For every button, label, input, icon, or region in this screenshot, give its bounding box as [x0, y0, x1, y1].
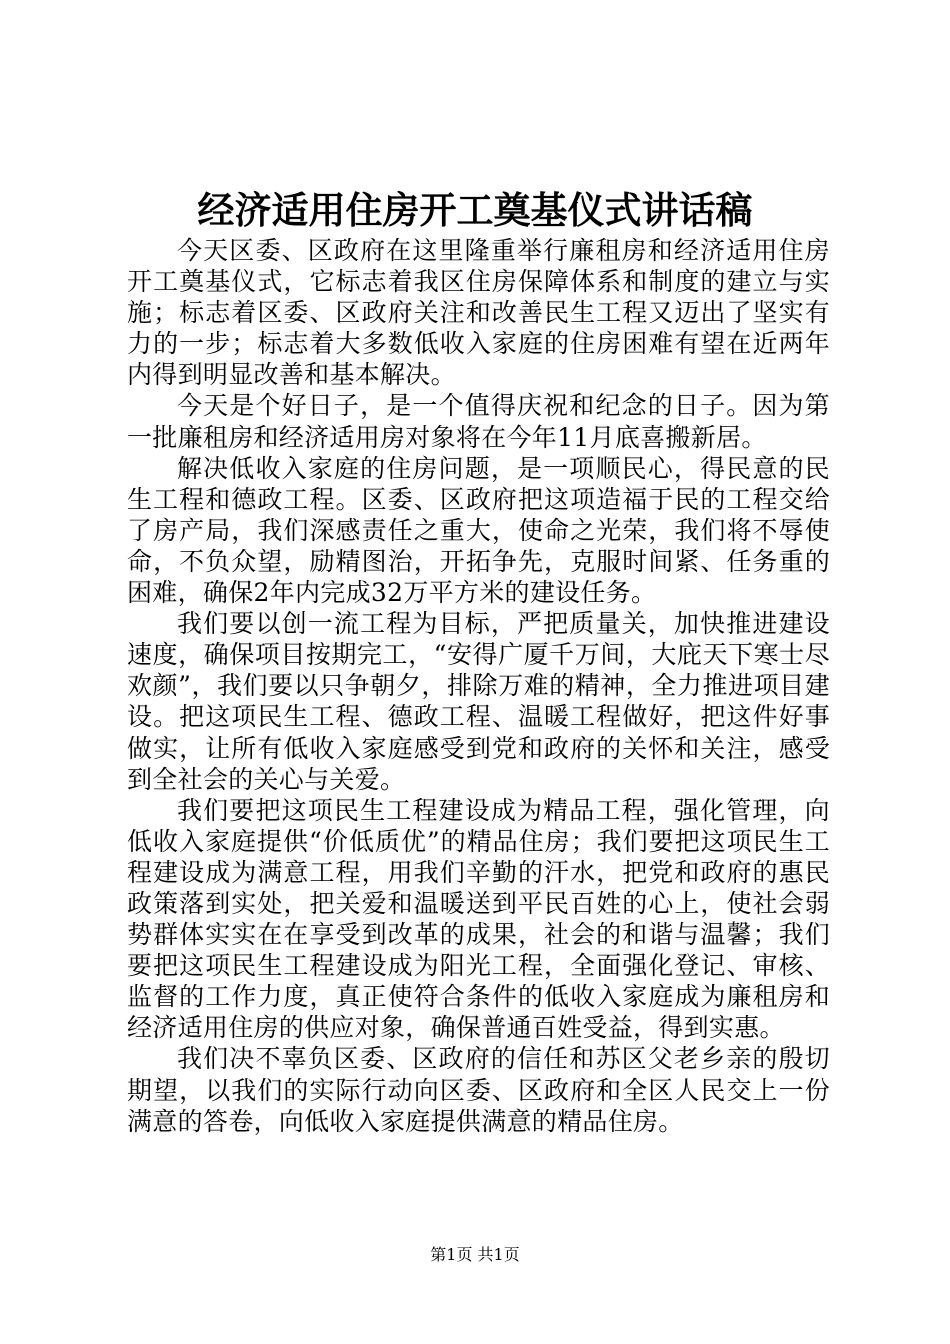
paragraph-6: 我们决不辜负区委、区政府的信任和苏区父老乡亲的殷切期望，以我们的实际行动向区委、区政府和全区人民交上一份满意的答卷，向低收入家庭提供满意的精品住房。 [127, 1044, 830, 1136]
document-title: 经济适用住房开工奠基仪式讲话稿 [197, 188, 753, 232]
paragraph-5: 我们要把这项民生工程建设成为精品工程，强化管理，向低收入家庭提供“价低质优”的精品住房；我们要把这项民生工程建设成为满意工程，用我们辛勤的汗水，把党和政府的惠民政策落到实处，把关爱和温暖送到平民百姓的心上，使社会弱势群体实实在在享受到改革的成果，社会的和谐与温馨；我们要把这项民生工程建设成为阳光工程，全面强化登记、审核、监督的工作力度，真正使符合条件的低收入家庭成为廉租房和经济适用住房的供应对象，确保普通百姓受益，得到实惠。 [127, 795, 830, 1043]
paragraph-2: 今天是个好日子，是一个值得庆祝和纪念的日子。因为第一批廉租房和经济适用房对象将在今年11月底喜搬新居。 [127, 391, 830, 452]
page-number-footer: 第1页 共1页 [430, 1245, 520, 1264]
document-body [127, 235, 830, 1137]
paragraph-1: 今天区委、区政府在这里隆重举行廉租房和经济适用住房开工奠基仪式，它标志着我区住房保障体系和制度的建立与实施；标志着区委、区政府关注和改善民生工程又迈出了坚实有力的一步；标志着大多数低收入家庭的住房困难有望在近两年内得到明显改善和基本解决。 [127, 236, 830, 390]
paragraph-4: 我们要以创一流工程为目标，严把质量关，加快推进建设速度，确保项目按期完工，“安得广厦千万间，大庇天下寒士尽欢颜”，我们要以只争朝夕，排除万难的精神，全力推进项目建设。把这项民生工程、德政工程、温暖工程做好，把这件好事做实，让所有低收入家庭感受到党和政府的关怀和关注，感受到全社会的关心与关爱。 [127, 609, 830, 794]
paragraph-3: 解决低收入家庭的住房问题，是一项顺民心，得民意的民生工程和德政工程。区委、区政府把这项造福于民的工程交给了房产局，我们深感责任之重大，使命之光荣，我们将不辱使命，不负众望，励精图治，开拓争先，克服时间紧、任务重的困难，确保2年内完成32万平方米的建设任务。 [127, 453, 830, 608]
